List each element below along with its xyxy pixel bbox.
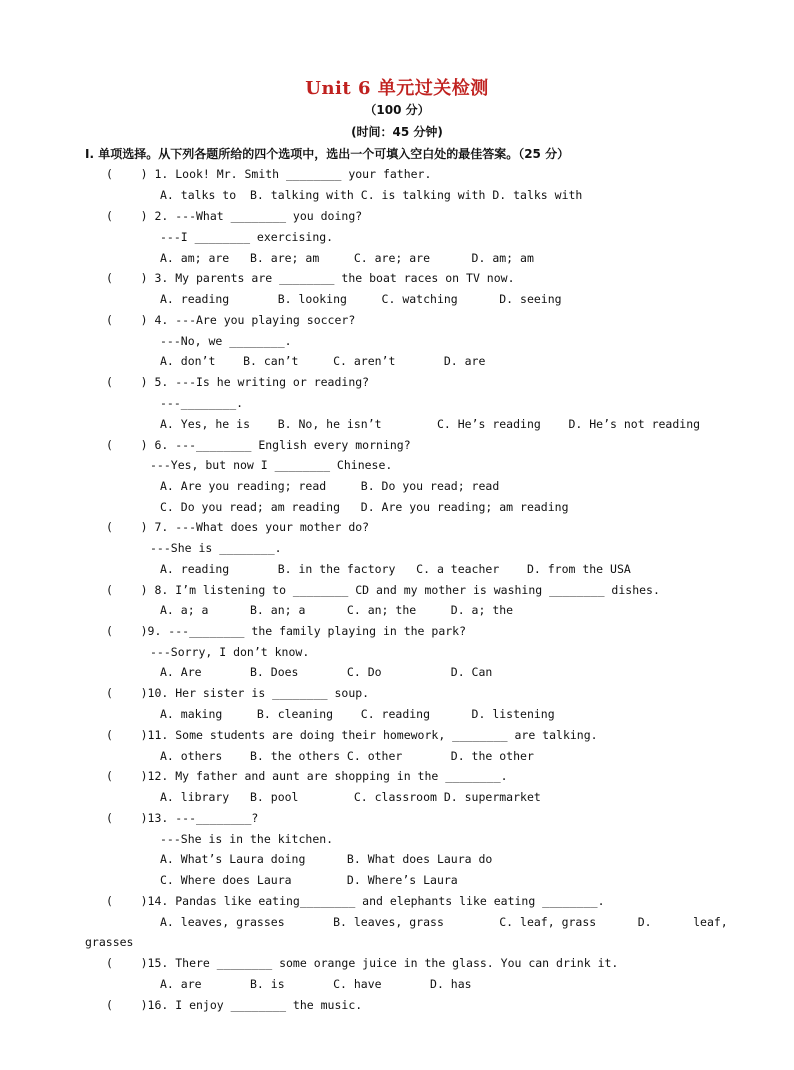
question-line: ---________. [160,396,244,410]
options-line: A. Are B. Does C. Do D. Can [160,665,493,679]
options-line: A. leaves, grasses B. leaves, grass C. leaf, grass D. leaf, [160,915,728,929]
question-line: ---I ________ exercising. [160,230,334,244]
question-line: ( )10. Her sister is ________ soup. [106,686,370,700]
question-line: ---She is in the kitchen. [160,832,334,846]
options-line: A. don’t B. can’t C. aren’t D. are [160,354,486,368]
question-line: ---No, we ________. [160,334,292,348]
options-line: C. Where does Laura D. Where’s Laura [160,873,458,887]
options-line: C. Do you read; am reading D. Are you reading; am reading [160,500,569,514]
question-line: ( ) 2. ---What ________ you doing? [106,209,363,223]
question-line: ---She is ________. [150,541,282,555]
total-score: （100 分） [364,103,430,117]
question-line: ( ) 7. ---What does your mother do? [106,520,370,534]
question-line: ---Yes, but now I ________ Chinese. [150,458,393,472]
question-line: ( )15. There ________ some orange juice in the glass. You can drink it. [106,956,619,970]
options-line: A. What’s Laura doing B. What does Laura do [160,852,493,866]
options-line: A. talks to B. talking with C. is talking with D. talks with [160,188,583,202]
options-line: A. making B. cleaning C. reading D. listening [160,707,555,721]
options-line: A. am; are B. are; am C. are; are D. am; am [160,251,534,265]
options-line: grasses [85,935,134,949]
options-line: A. Are you reading; read B. Do you read; read [160,479,500,493]
question-line: ( )11. Some students are doing their homework, ________ are talking. [106,728,598,742]
question-line: ( ) 8. I’m listening to ________ CD and my mother is washing ________ dishes. [106,583,660,597]
question-line: ( ) 3. My parents are ________ the boat races on TV now. [106,271,515,285]
options-line: A. reading B. looking C. watching D. seeing [160,292,562,306]
options-line: A. a; a B. an; a C. an; the D. a; the [160,603,514,617]
options-line: A. are B. is C. have D. has [160,977,472,991]
options-line: A. Yes, he is B. No, he isn’t C. He’s reading D. He’s not reading [160,417,701,431]
question-line: ( )16. I enjoy ________ the music. [106,998,363,1012]
options-line: A. library B. pool C. classroom D. supermarket [160,790,541,804]
time-limit: (时间：45 分钟) [351,125,443,139]
question-line: ( )9. ---________ the family playing in the park? [106,624,467,638]
question-line: ( )13. ---________? [106,811,259,825]
question-line: ( ) 1. Look! Mr. Smith ________ your father. [106,167,432,181]
options-line: A. others B. the others C. other D. the other [160,749,534,763]
options-line: A. reading B. in the factory C. a teacher D. from the USA [160,562,631,576]
question-line: ( )12. My father and aunt are shopping in the ________. [106,769,508,783]
question-line: ( ) 4. ---Are you playing soccer? [106,313,356,327]
question-line: ---Sorry, I don’t know. [150,645,310,659]
question-line: ( ) 6. ---________ English every morning? [106,438,411,452]
question-line: ( ) 5. ---Is he writing or reading? [106,375,370,389]
question-line: ( )14. Pandas like eating________ and elephants like eating ________. [106,894,605,908]
section-heading: I. 单项选择。从下列各题所给的四个选项中，选出一个可填入空白处的最佳答案。（25 分） [85,147,570,161]
page-title: Unit 6 单元过关检测 [305,78,489,99]
